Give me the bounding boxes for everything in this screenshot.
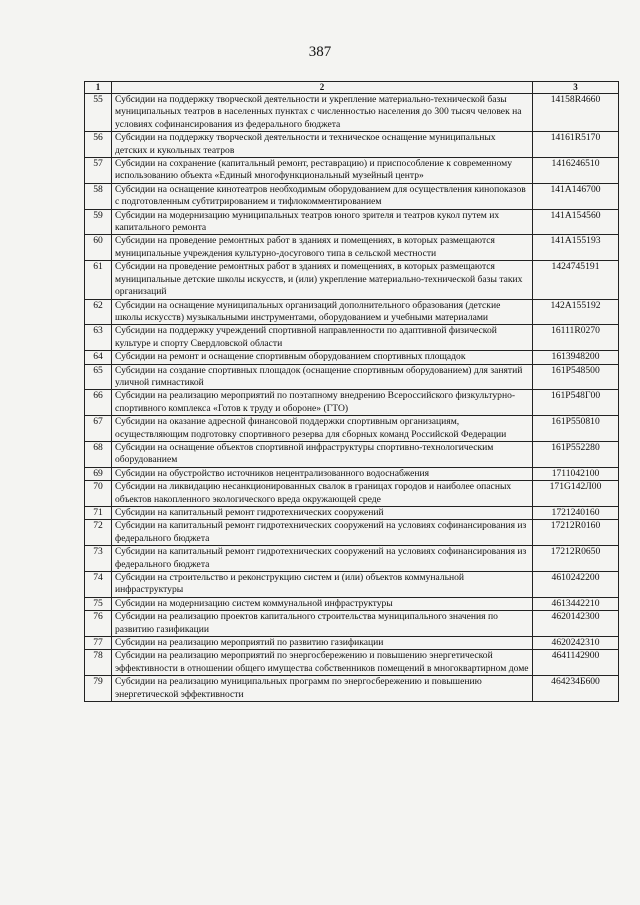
row-code: 142A155192 (533, 299, 619, 325)
table-row (85, 637, 619, 650)
row-code: 1721240160 (533, 507, 619, 520)
row-description: Субсидии на модернизацию муниципальных театров юного зрителя и театров кукол путем их капитального ремонта (112, 209, 533, 235)
row-number: 75 (85, 597, 112, 610)
table-row (85, 611, 619, 637)
row-description: Субсидии на оснащение муниципальных организаций дополнительного образования (детские школы искусств) музыкальными инструментами, оборудованием и учебными материалами (112, 299, 533, 325)
table-row (85, 261, 619, 299)
table-row (85, 390, 619, 416)
row-description: Субсидии на проведение ремонтных работ в зданиях и помещениях, в которых размещаются муниципальные детские школы искусств, и (или) укрепление материально-технической базы таких организаций (112, 261, 533, 299)
row-description: Субсидии на реализацию муниципальных программ по энергосбережению и повышению энергетической эффективности (112, 676, 533, 702)
table-row (85, 94, 619, 132)
row-description: Субсидии на ремонт и оснащение спортивным оборудованием спортивных площадок (112, 351, 533, 364)
row-description: Субсидии на капитальный ремонт гидротехнических сооружений (112, 507, 533, 520)
row-number: 61 (85, 261, 112, 299)
row-code: 1613948200 (533, 351, 619, 364)
row-description: Субсидии на поддержку учреждений спортивной направленности по адаптивной физической культуре и спорту Свердловской области (112, 325, 533, 351)
table-row (85, 650, 619, 676)
row-number: 68 (85, 441, 112, 467)
row-number: 55 (85, 94, 112, 132)
table-row (85, 572, 619, 598)
row-code: 4620242310 (533, 637, 619, 650)
table-row (85, 597, 619, 610)
row-number: 63 (85, 325, 112, 351)
row-description: Субсидии на реализацию мероприятий по энергосбережению и повышению энергетической эффективности в отношении общего имущества собственников помещений в многоквартирном доме (112, 650, 533, 676)
row-number: 58 (85, 183, 112, 209)
table-row (85, 467, 619, 480)
row-description: Субсидии на поддержку творческой деятельности и техническое оснащение муниципальных детских и кукольных театров (112, 132, 533, 158)
row-number: 79 (85, 676, 112, 702)
row-number: 65 (85, 364, 112, 390)
table-row (85, 507, 619, 520)
row-description: Субсидии на проведение ремонтных работ в зданиях и помещениях, в которых размещаются муниципальные учреждения культурно-досугового типа в сельской местности (112, 235, 533, 261)
row-description: Субсидии на модернизацию систем коммунальной инфраструктуры (112, 597, 533, 610)
table-row (85, 183, 619, 209)
row-code: 141A154560 (533, 209, 619, 235)
row-code: 161P548500 (533, 364, 619, 390)
row-code: 464234Б600 (533, 676, 619, 702)
table-row (85, 364, 619, 390)
row-description: Субсидии на реализацию проектов капитального строительства муниципального значения по развитию газификации (112, 611, 533, 637)
row-number: 71 (85, 507, 112, 520)
row-number: 69 (85, 467, 112, 480)
row-code: 161P552280 (533, 441, 619, 467)
table-header-row (85, 82, 619, 94)
table-row (85, 132, 619, 158)
row-number: 72 (85, 520, 112, 546)
table-row (85, 351, 619, 364)
row-code: 1416246510 (533, 158, 619, 184)
row-code: 17212R0160 (533, 520, 619, 546)
row-description: Субсидии на обустройство источников нецентрализованного водоснабжения (112, 467, 533, 480)
row-code: 16111R0270 (533, 325, 619, 351)
row-number: 62 (85, 299, 112, 325)
row-number: 66 (85, 390, 112, 416)
page-number: 387 (308, 44, 332, 60)
row-code: 1711042100 (533, 467, 619, 480)
table-row (85, 481, 619, 507)
column-header-2: 2 (112, 82, 533, 94)
row-description: Субсидии на строительство и реконструкцию систем и (или) объектов коммунальной инфраструктуры (112, 572, 533, 598)
row-number: 64 (85, 351, 112, 364)
row-code: 4620142300 (533, 611, 619, 637)
row-number: 76 (85, 611, 112, 637)
table-row (85, 299, 619, 325)
table-row (85, 209, 619, 235)
row-code: 161P548Г00 (533, 390, 619, 416)
row-number: 56 (85, 132, 112, 158)
row-number: 59 (85, 209, 112, 235)
row-description: Субсидии на сохранение (капитальный ремонт, реставрацию) и приспособление к современному использованию объекта «Единый многофункциональный музейный центр» (112, 158, 533, 184)
table-row (85, 235, 619, 261)
subsidies-table (84, 81, 619, 702)
row-description: Субсидии на ликвидацию несанкционированных свалок в границах городов и наиболее опасных объектов накопленного экологического вреда окружающей среде (112, 481, 533, 507)
row-code: 141A146700 (533, 183, 619, 209)
row-code: 1424745191 (533, 261, 619, 299)
row-description: Субсидии на реализацию мероприятий по развитию газификации (112, 637, 533, 650)
table-row (85, 158, 619, 184)
row-code: 17212R0650 (533, 546, 619, 572)
row-description: Субсидии на реализацию мероприятий по поэтапному внедрению Всероссийского физкультурно-спортивного комплекса «Готов к труду и обороне» (ГТО) (112, 390, 533, 416)
table-body (85, 94, 619, 702)
row-number: 57 (85, 158, 112, 184)
row-code: 171G142Л00 (533, 481, 619, 507)
row-code: 161P550810 (533, 416, 619, 442)
row-description: Субсидии на создание спортивных площадок (оснащение спортивным оборудованием) для занятий уличной гимнастикой (112, 364, 533, 390)
table-row (85, 416, 619, 442)
row-number: 67 (85, 416, 112, 442)
row-description: Субсидии на капитальный ремонт гидротехнических сооружений на условиях софинансирования из федерального бюджета (112, 520, 533, 546)
row-number: 74 (85, 572, 112, 598)
table-row (85, 676, 619, 702)
row-code: 14161R5170 (533, 132, 619, 158)
row-number: 77 (85, 637, 112, 650)
row-code: 4613442210 (533, 597, 619, 610)
table-row (85, 546, 619, 572)
row-number: 70 (85, 481, 112, 507)
row-code: 14158R4660 (533, 94, 619, 132)
row-description: Субсидии на оснащение кинотеатров необходимым оборудованием для осуществления кинопоказов с подготовленным субтитрированием и тифлокомментированием (112, 183, 533, 209)
column-header-3: 3 (533, 82, 619, 94)
row-number: 78 (85, 650, 112, 676)
row-number: 60 (85, 235, 112, 261)
column-header-1: 1 (85, 82, 112, 94)
row-code: 4641142900 (533, 650, 619, 676)
row-description: Субсидии на капитальный ремонт гидротехнических сооружений на условиях софинансирования из федерального бюджета (112, 546, 533, 572)
table-row (85, 520, 619, 546)
table-row (85, 441, 619, 467)
row-number: 73 (85, 546, 112, 572)
row-code: 4610242200 (533, 572, 619, 598)
row-description: Субсидии на оказание адресной финансовой поддержки спортивным организациям, осуществляющим подготовку спортивного резерва для сборных команд Российской Федерации (112, 416, 533, 442)
row-description: Субсидии на поддержку творческой деятельности и укрепление материально-технической базы муниципальных театров в населенных пунктах с численностью населения до 300 тысяч человек на условиях софинансирования из федерального бюджета (112, 94, 533, 132)
row-description: Субсидии на оснащение объектов спортивной инфраструктуры спортивно-технологическим оборудованием (112, 441, 533, 467)
table-row (85, 325, 619, 351)
row-code: 141A155193 (533, 235, 619, 261)
